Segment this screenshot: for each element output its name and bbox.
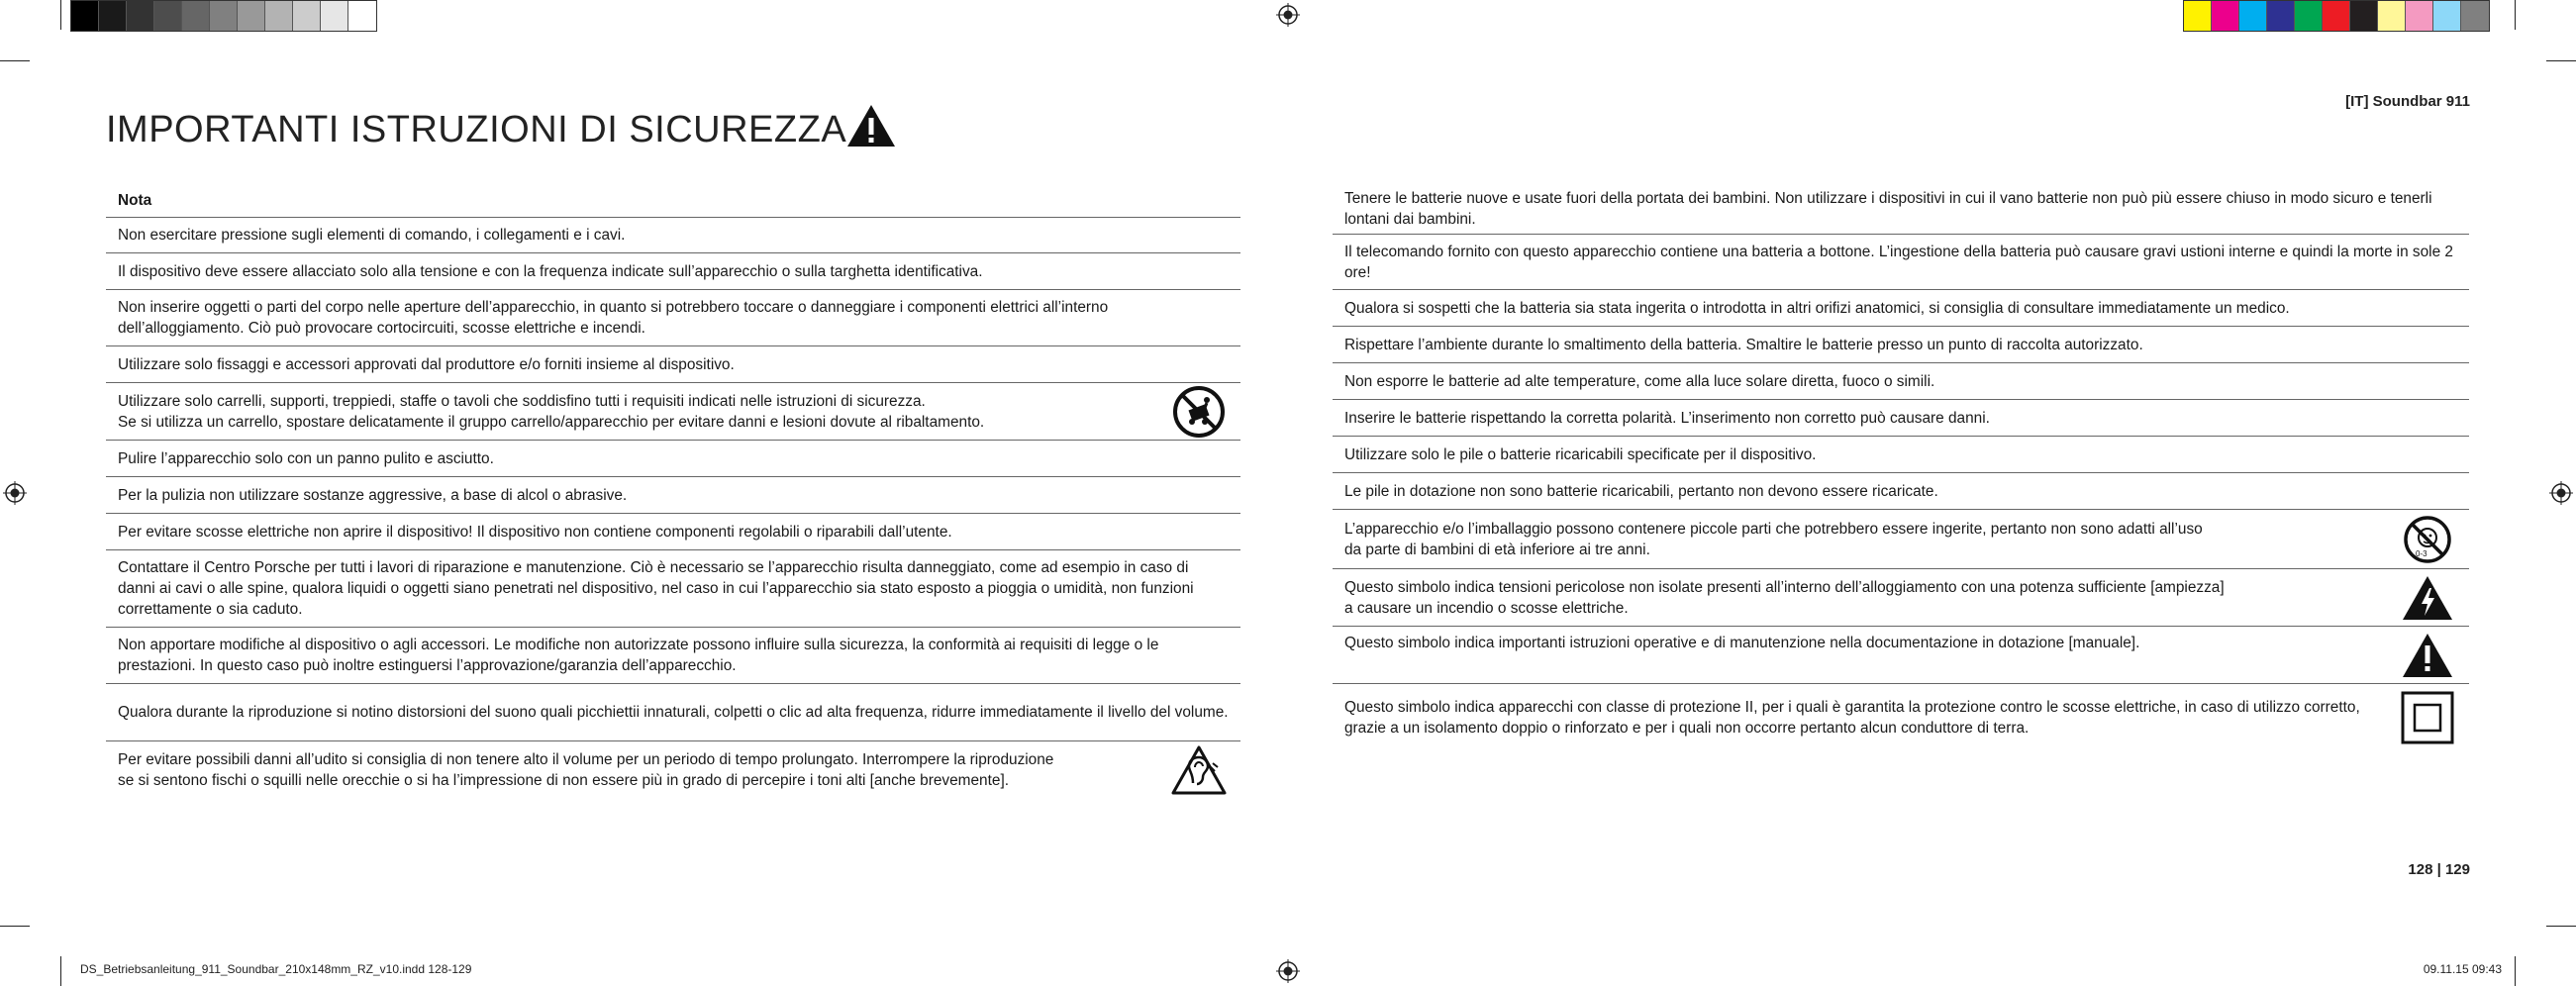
no-small-parts-icon (2398, 510, 2457, 569)
swatch (2461, 1, 2489, 31)
row-text: Qualora si sospetti che la batteria sia stata ingerita o introdotta in altri orifizi anatomici, si consiglia di consultare immediatamente un medico. (1344, 299, 2290, 317)
crop-mark (2515, 956, 2516, 986)
row-text-line: L’apparecchio e/o l’imballaggio possono contenere piccole parti che potrebbero essere ingerite, pertanto non sono adatti all’uso (1344, 520, 2203, 538)
row-text-line: Utilizzare solo carrelli, supporti, treppiedi, staffe o tavoli che soddisfino tutti i requisiti indicati nelle istruzioni di sicurezza. (118, 392, 926, 410)
page-numbers: 128 | 129 (2408, 861, 2470, 878)
document-label: [IT] Soundbar 911 (2345, 93, 2470, 110)
table-row (1333, 234, 2469, 290)
swatch (321, 1, 348, 31)
table-row (106, 628, 1240, 684)
table-row (1333, 327, 2469, 363)
row-text: Tenere le batterie nuove e usate fuori della portata dei bambini. Non utilizzare i dispositivi in cui il vano batterie non può più essere chiuso in modo sicuro e tenerli lontani dai bambini. (1344, 190, 2432, 228)
row-text: Non apportare modifiche al dispositivo o agli accessori. Le modifiche non autorizzate possono influire sulla sicurezza, la conformità ai requisiti di legge o le prestazioni. In questo caso può inoltre estinguersi l’approvazione/garanzia dell’apparecchio. (118, 637, 1159, 674)
crop-mark (2546, 60, 2576, 61)
table-row (106, 346, 1240, 383)
table-row (1333, 510, 2469, 569)
swatch (265, 1, 293, 31)
table-row (1333, 627, 2469, 684)
row-text: Le pile in dotazione non sono batterie ricaricabili, pertanto non devono essere ricaricate. (1344, 482, 1938, 500)
crop-mark (2546, 926, 2576, 927)
row-text: Per la pulizia non utilizzare sostanze aggressive, a base di alcol o abrasive. (118, 486, 628, 504)
row-text (118, 391, 1157, 433)
swatch (2239, 1, 2267, 31)
no-cart-tipover-icon (1169, 382, 1229, 442)
svg-text:0-3: 0-3 (2416, 548, 2427, 558)
table-row (106, 477, 1240, 514)
table-row (106, 290, 1240, 346)
swatch (2212, 1, 2239, 31)
swatch (2295, 1, 2323, 31)
row-text-line: a causare un incendio o scosse elettriche. (1344, 599, 1629, 617)
table-heading (106, 184, 1240, 218)
row-text (1344, 577, 2386, 619)
class-ii-insulation-icon (2398, 688, 2457, 747)
row-text: Non esporre le batterie ad alte temperature, come alla luce solare diretta, fuoco o simili. (1344, 372, 1935, 390)
table-row (1333, 473, 2469, 510)
table-row (106, 218, 1240, 253)
heading-label: Nota (118, 192, 152, 209)
row-text: Utilizzare solo le pile o batterie ricaricabili specificate per il dispositivo. (1344, 445, 1817, 463)
swatch (348, 1, 376, 31)
table-row (1333, 363, 2469, 400)
table-row (106, 441, 1240, 477)
safety-notes-right (1333, 184, 2469, 751)
table-row (106, 550, 1240, 628)
row-text: Contattare il Centro Porsche per tutti i lavori di riparazione e manutenzione. Ciò è necessario se l’apparecchio risulta danneggiato, come ad esempio in caso di danni ai cavi o alle spine, qualora liquidi o oggetti siano penetrati nel dispositivo, nel caso in cui l’apparecchio sia stato esposto a pioggia o umidità, non funzioni correttamente o sia caduto. (118, 559, 1194, 618)
table-row (106, 253, 1240, 290)
safety-notes-left (106, 184, 1240, 799)
crop-mark (0, 926, 30, 927)
table-row (1333, 684, 2469, 751)
table-row (106, 383, 1240, 441)
swatch (2350, 1, 2378, 31)
swatch (99, 1, 127, 31)
swatch (238, 1, 265, 31)
row-text-line: Se si utilizza un carrello, spostare delicatamente il gruppo carrello/apparecchio per evitare danni e lesioni dovute al ribaltamento. (118, 413, 985, 431)
swatch (2406, 1, 2433, 31)
crop-mark (60, 956, 61, 986)
warning-triangle-icon (845, 103, 897, 148)
row-text: Questo simbolo indica apparecchi con classe di protezione II, per i quali è garantita la protezione contro le scosse elettriche, in caso di utilizzo corretto, grazie a un isolamento doppio o rinforzato e per i quali non occorre pertanto alcun conduttore di terra. (1344, 699, 2360, 737)
table-row (1333, 437, 2469, 473)
table-row (106, 514, 1240, 550)
row-text-line: Per evitare possibili danni all’udito si consiglia di non tenere alto il volume per un periodo di tempo prolungato. Interrompere la riproduzione (118, 751, 1054, 768)
table-row (1333, 184, 2469, 234)
page-title: IMPORTANTI ISTRUZIONI DI SICUREZZA (106, 109, 847, 150)
dangerous-voltage-icon (2398, 568, 2457, 628)
swatch (2323, 1, 2350, 31)
crop-mark (2515, 0, 2516, 30)
color-calibration-bar (2183, 0, 2490, 32)
row-text: Non esercitare pressione sugli elementi di comando, i collegamenti e i cavi. (118, 227, 626, 244)
swatch (2267, 1, 2295, 31)
crop-mark (0, 60, 30, 61)
table-row (1333, 400, 2469, 437)
swatch (293, 1, 321, 31)
exclamation-warning-icon (2398, 626, 2457, 685)
row-text: Non inserire oggetti o parti del corpo nelle aperture dell’apparecchio, in quanto si potrebbero toccare o danneggiare i componenti elettrici all’interno dell’alloggiamento. Ciò può provocare cortocircuiti, scosse elettriche e incendi. (118, 299, 1109, 337)
row-text (118, 749, 1157, 791)
grayscale-calibration-bar (70, 0, 377, 32)
swatch (210, 1, 238, 31)
row-text-line: da parte di bambini di età inferiore ai tre anni. (1344, 541, 1650, 558)
swatch (2433, 1, 2461, 31)
row-text: Il dispositivo deve essere allacciato solo alla tensione e con la frequenza indicate sull’apparecchio o sulla targhetta identificativa. (118, 262, 983, 280)
table-row (1333, 569, 2469, 627)
table-row (106, 684, 1240, 741)
row-text: Rispettare l’ambiente durante lo smaltimento della batteria. Smaltire le batterie presso un punto di raccolta autorizzato. (1344, 336, 2143, 353)
registration-mark-icon (1276, 959, 1300, 983)
file-info: DS_Betriebsanleitung_911_Soundbar_210x148mm_RZ_v10.indd 128-129 (80, 962, 472, 976)
registration-mark-icon (3, 481, 27, 505)
table-row (1333, 290, 2469, 327)
row-text (1344, 519, 2386, 560)
row-text-line: Questo simbolo indica tensioni pericolose non isolate presenti all’interno dell’alloggiamento con una potenza sufficiente [ampiezza] (1344, 578, 2225, 596)
registration-mark-icon (2549, 481, 2573, 505)
row-text-line: se si sentono fischi o squilli nelle orecchie o si ha l’impressione di non essere più in grado di percepire i toni alti [anche brevemente]. (118, 772, 1009, 789)
row-text: Pulire l’apparecchio solo con un panno pulito e asciutto. (118, 449, 494, 467)
swatch (71, 1, 99, 31)
swatch (127, 1, 154, 31)
crop-mark (60, 0, 61, 30)
swatch (154, 1, 182, 31)
swatch (182, 1, 210, 31)
row-text: Per evitare scosse elettriche non aprire il dispositivo! Il dispositivo non contiene componenti regolabili o riparabili dall’utente. (118, 523, 952, 541)
row-text: Utilizzare solo fissaggi e accessori approvati dal produttore e/o forniti insieme al dispositivo. (118, 355, 735, 373)
row-text: Inserire le batterie rispettando la corretta polarità. L’inserimento non corretto può causare danni. (1344, 409, 1990, 427)
registration-mark-icon (1276, 3, 1300, 27)
row-text: Qualora durante la riproduzione si notino distorsioni del suono quali picchiettii innaturali, colpetti o clic ad alta frequenza, ridurre immediatamente il livello del volume. (118, 704, 1229, 721)
row-text: Questo simbolo indica importanti istruzioni operative e di manutenzione nella documentazione in dotazione [manuale]. (1344, 635, 2140, 651)
swatch (2184, 1, 2212, 31)
print-date: 09.11.15 09:43 (2423, 962, 2502, 976)
table-row (106, 741, 1240, 799)
swatch (2378, 1, 2406, 31)
row-text: Il telecomando fornito con questo apparecchio contiene una batteria a bottone. L’ingestione della batteria può causare gravi ustioni interne e quindi la morte in sole 2 ore! (1344, 243, 2453, 281)
hearing-damage-icon (1169, 740, 1229, 800)
